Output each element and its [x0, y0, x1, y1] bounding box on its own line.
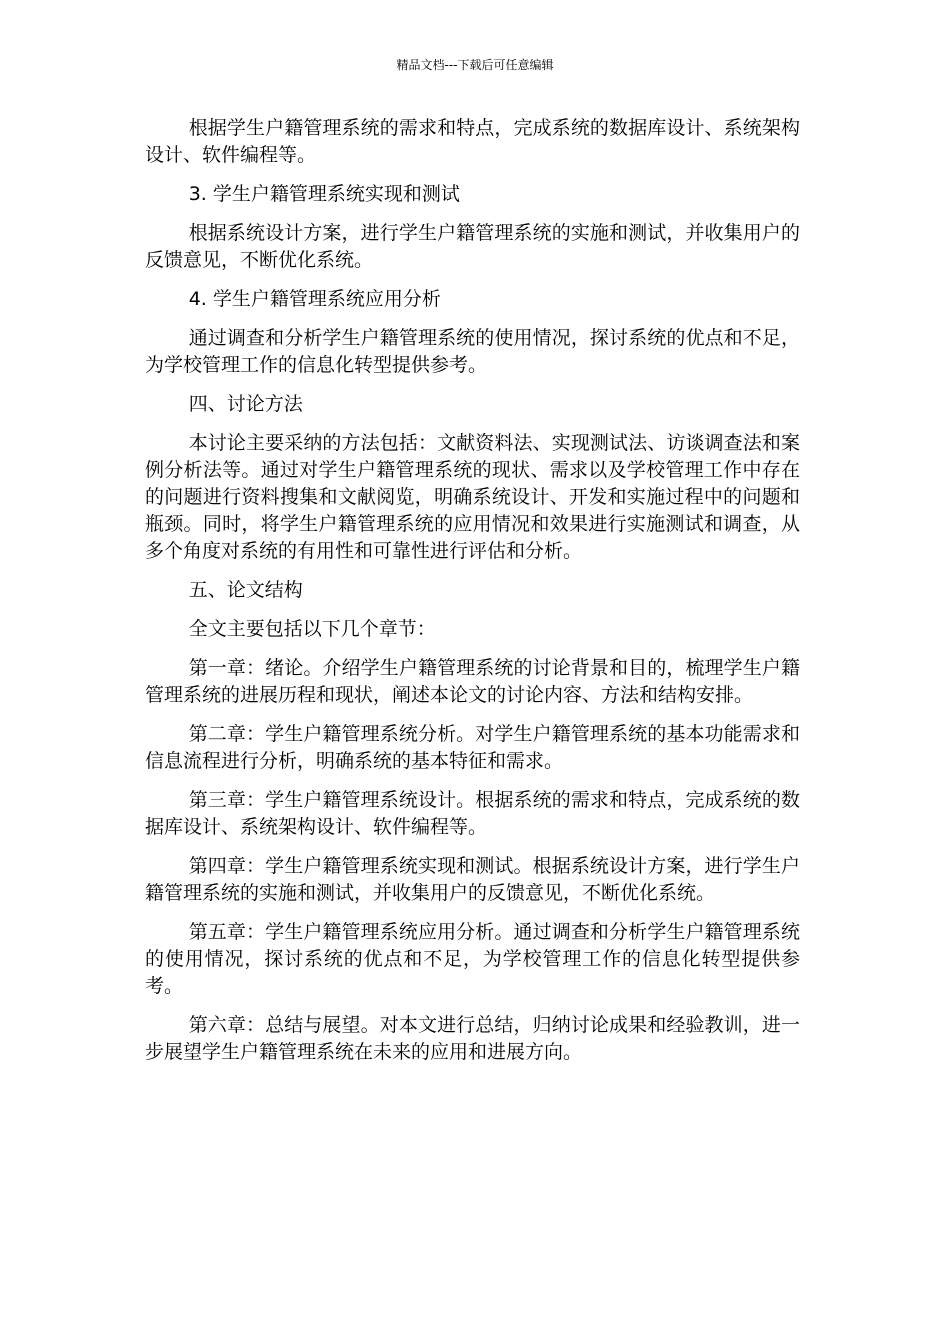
paragraph-design-summary: 根据学生户籍管理系统的需求和特点，完成系统的数据库设计、系统架构设计、软件编程等。 [145, 117, 800, 166]
heading-application-analysis: 4. 学生户籍管理系统应用分析 [188, 288, 441, 310]
section-heading-structure: 五、论文结构 [188, 579, 303, 601]
heading-implementation-testing: 3. 学生户籍管理系统实现和测试 [188, 183, 460, 205]
page-header: 精品文档---下载后可任意编辑 [396, 58, 554, 72]
paragraph-structure-intro: 全文主要包括以下几个章节： [188, 618, 436, 640]
paragraph-implementation-testing: 根据系统设计方案，进行学生户籍管理系统的实施和测试，并收集用户的反馈意见，不断优化系统。 [145, 222, 800, 271]
paragraph-chapter-5: 第五章：学生户籍管理系统应用分析。通过调查和分析学生户籍管理系统的使用情况，探讨系统的优点和不足，为学校管理工作的信息化转型提供参考。 [145, 921, 800, 997]
paragraph-chapter-6: 第六章：总结与展望。对本文进行总结，归纳讨论成果和经验教训，进一步展望学生户籍管理系统在未来的应用和进展方向。 [145, 1014, 800, 1063]
document-body [145, 115, 800, 1078]
paragraph-application-analysis: 通过调查和分析学生户籍管理系统的使用情况，探讨系统的优点和不足，为学校管理工作的信息化转型提供参考。 [145, 327, 800, 376]
section-heading-methods: 四、讨论方法 [188, 393, 303, 415]
paragraph-methods: 本讨论主要采纳的方法包括：文献资料法、实现测试法、访谈调查法和案例分析法等。通过对学生户籍管理系统的现状、需求以及学校管理工作中存在的问题进行资料搜集和文献阅览，明确系统设计、开发和实施过程中的问题和瓶颈。同时，将学生户籍管理系统的应用情况和效果进行实施测试和调查，从多个角度对系统的有用性和可靠性进行评估和分析。 [145, 432, 800, 562]
paragraph-chapter-3: 第三章：学生户籍管理系统设计。根据系统的需求和特点，完成系统的数据库设计、系统架构设计、软件编程等。 [145, 789, 800, 838]
paragraph-chapter-2: 第二章：学生户籍管理系统分析。对学生户籍管理系统的基本功能需求和信息流程进行分析，明确系统的基本特征和需求。 [145, 723, 800, 772]
paragraph-chapter-4: 第四章：学生户籍管理系统实现和测试。根据系统设计方案，进行学生户籍管理系统的实施和测试，并收集用户的反馈意见，不断优化系统。 [145, 855, 800, 904]
paragraph-chapter-1: 第一章：绪论。介绍学生户籍管理系统的讨论背景和目的，梳理学生户籍管理系统的进展历程和现状，阐述本论文的讨论内容、方法和结构安排。 [145, 657, 800, 706]
